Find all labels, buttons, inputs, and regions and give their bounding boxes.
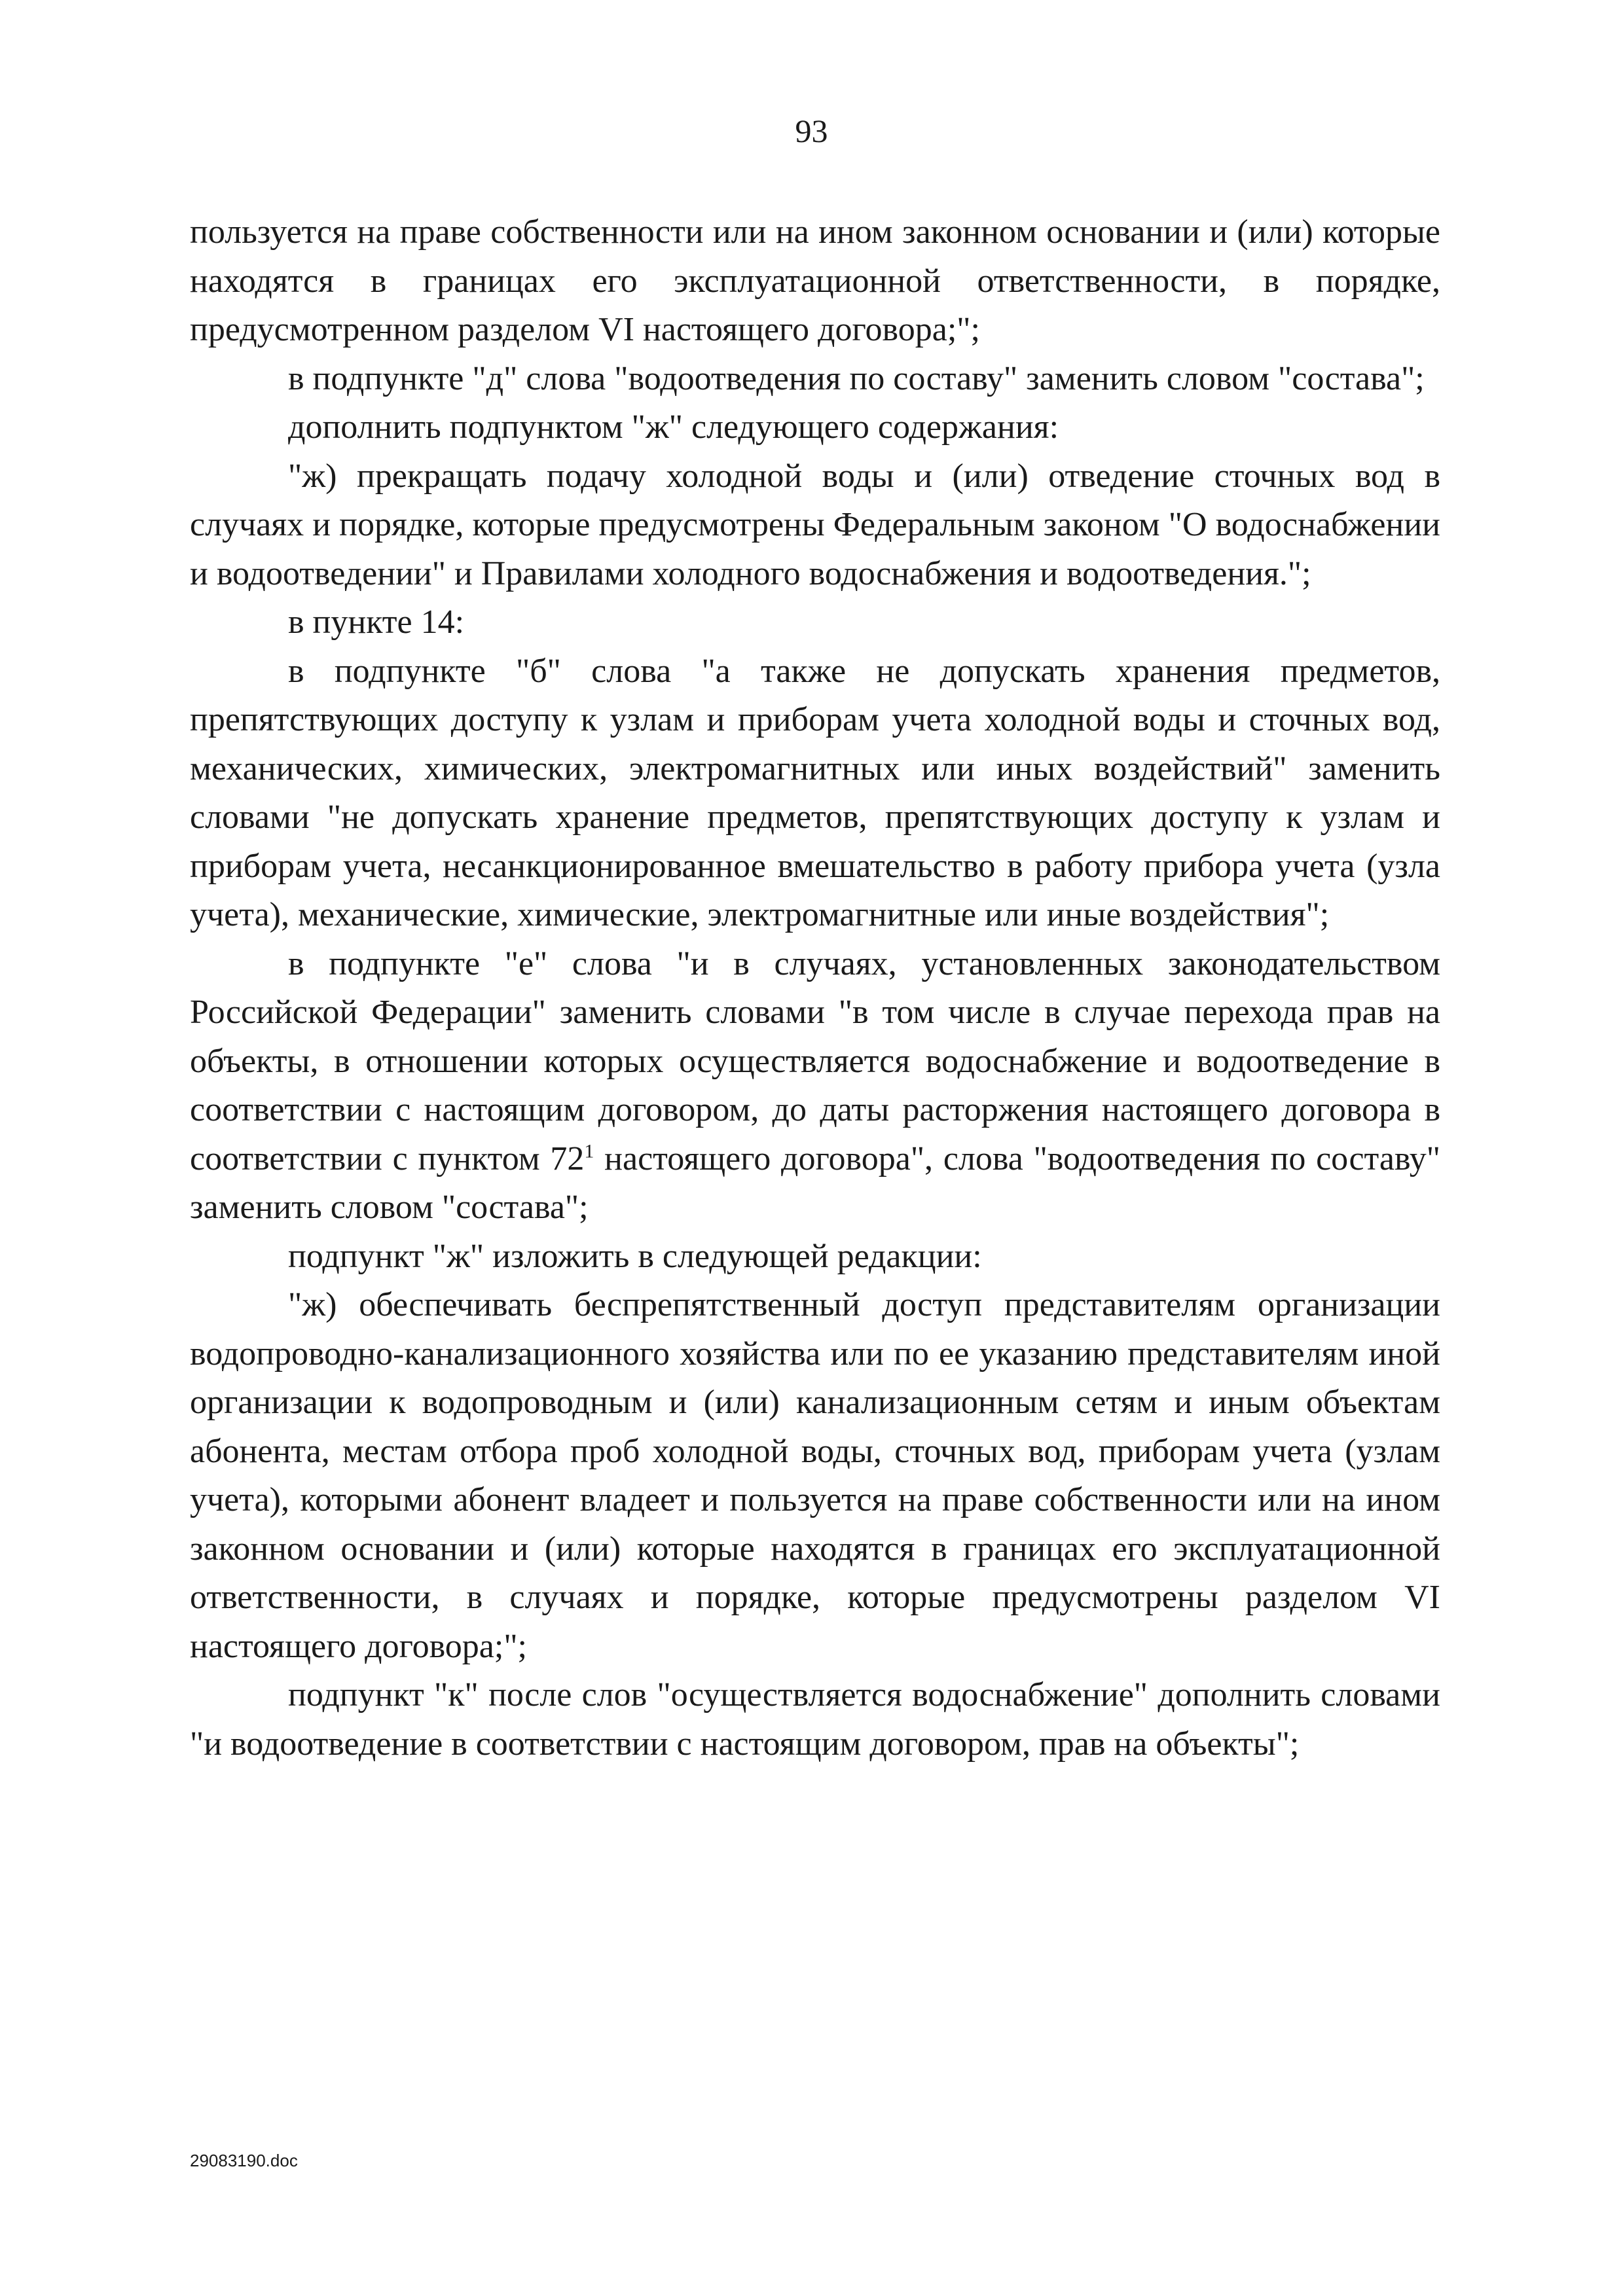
paragraph-subitem-zh-text: "ж) прекращать подачу холодной воды и (или) отведение сточных вод в случаях и порядке, которые предусмотрены Федеральным законом "О водоснабжении и водоотведении" и Правилами холодного водоснабжения и водоотведения."; xyxy=(190,457,1440,592)
page-number: 93 xyxy=(795,113,828,149)
paragraph-subitem-e-part2: настоящего договора", слова "водоотведения по составу" заменить словом "состава"; xyxy=(190,1139,1441,1226)
paragraph-subitem-k: подпункт "к" после слов "осуществляется водоснабжение" дополнить словами "и водоотведение в соответствии с настоящим договором, прав на объекты"; xyxy=(190,1676,1440,1763)
paragraph-add-subitem-zh: дополнить подпунктом "ж" следующего содержания: xyxy=(288,408,1059,446)
paragraph-subitem-zh-new-edition: подпункт "ж" изложить в следующей редакции: xyxy=(288,1237,982,1275)
paragraph-subitem-b: в подпункте "б" слова "а также не допускать хранения предметов, препятствующих доступу к узлам и приборам учета холодной воды и сточных вод, механических, химических, электромагнитных или иных воздействий" заменить словами "не допускать хранение предметов, препятствующих доступу к узлам и приборам учета, несанкционированное вмешательство в работу прибора учета (узла учета), механические, химические, электромагнитные или иные воздействия"; xyxy=(190,652,1440,933)
footer-filename: 29083190.doc xyxy=(190,2151,298,2170)
paragraph-item-14: в пункте 14: xyxy=(288,603,465,641)
paragraph-subitem-e-part1: в подпункте "е" слова "и в случаях, установленных законодательством Российской Федерации" заменить словами "в том числе в случае перехода прав на объекты, в отношении которых осуществляется водоснабжение и водоотведение в соответствии с настоящим договором, до даты расторжения настоящего договора в соответствии с пунктом 72 xyxy=(190,944,1440,1177)
paragraph-subitem-d: в подпункте "д" слова "водоотведения по составу" заменить словом "состава"; xyxy=(288,359,1425,397)
paragraph-subitem-e xyxy=(190,940,1440,1232)
document-body xyxy=(190,208,1440,1768)
paragraph-subitem-zh-access: "ж) обеспечивать беспрепятственный доступ представителям организации водопроводно-канализационного хозяйства или по ее указанию представителям иной организации к водопроводным и (или) канализационным сетям и иным объектам абонента, местам отбора проб холодной воды, сточных вод, приборам учета (узлам учета), которыми абонент владеет и пользуется на праве собственности или на ином законном основании и (или) которые находятся в границах его эксплуатационной ответственности, в случаях и порядке, которые предусмотрены разделом VI настоящего договора;"; xyxy=(190,1286,1440,1665)
paragraph-continuation: пользуется на праве собственности или на ином законном основании и (или) которые находятся в границах его эксплуатационной ответственности, в порядке, предусмотренном разделом VI настоящего договора;"; xyxy=(190,213,1440,348)
superscript-one: 1 xyxy=(584,1140,594,1162)
